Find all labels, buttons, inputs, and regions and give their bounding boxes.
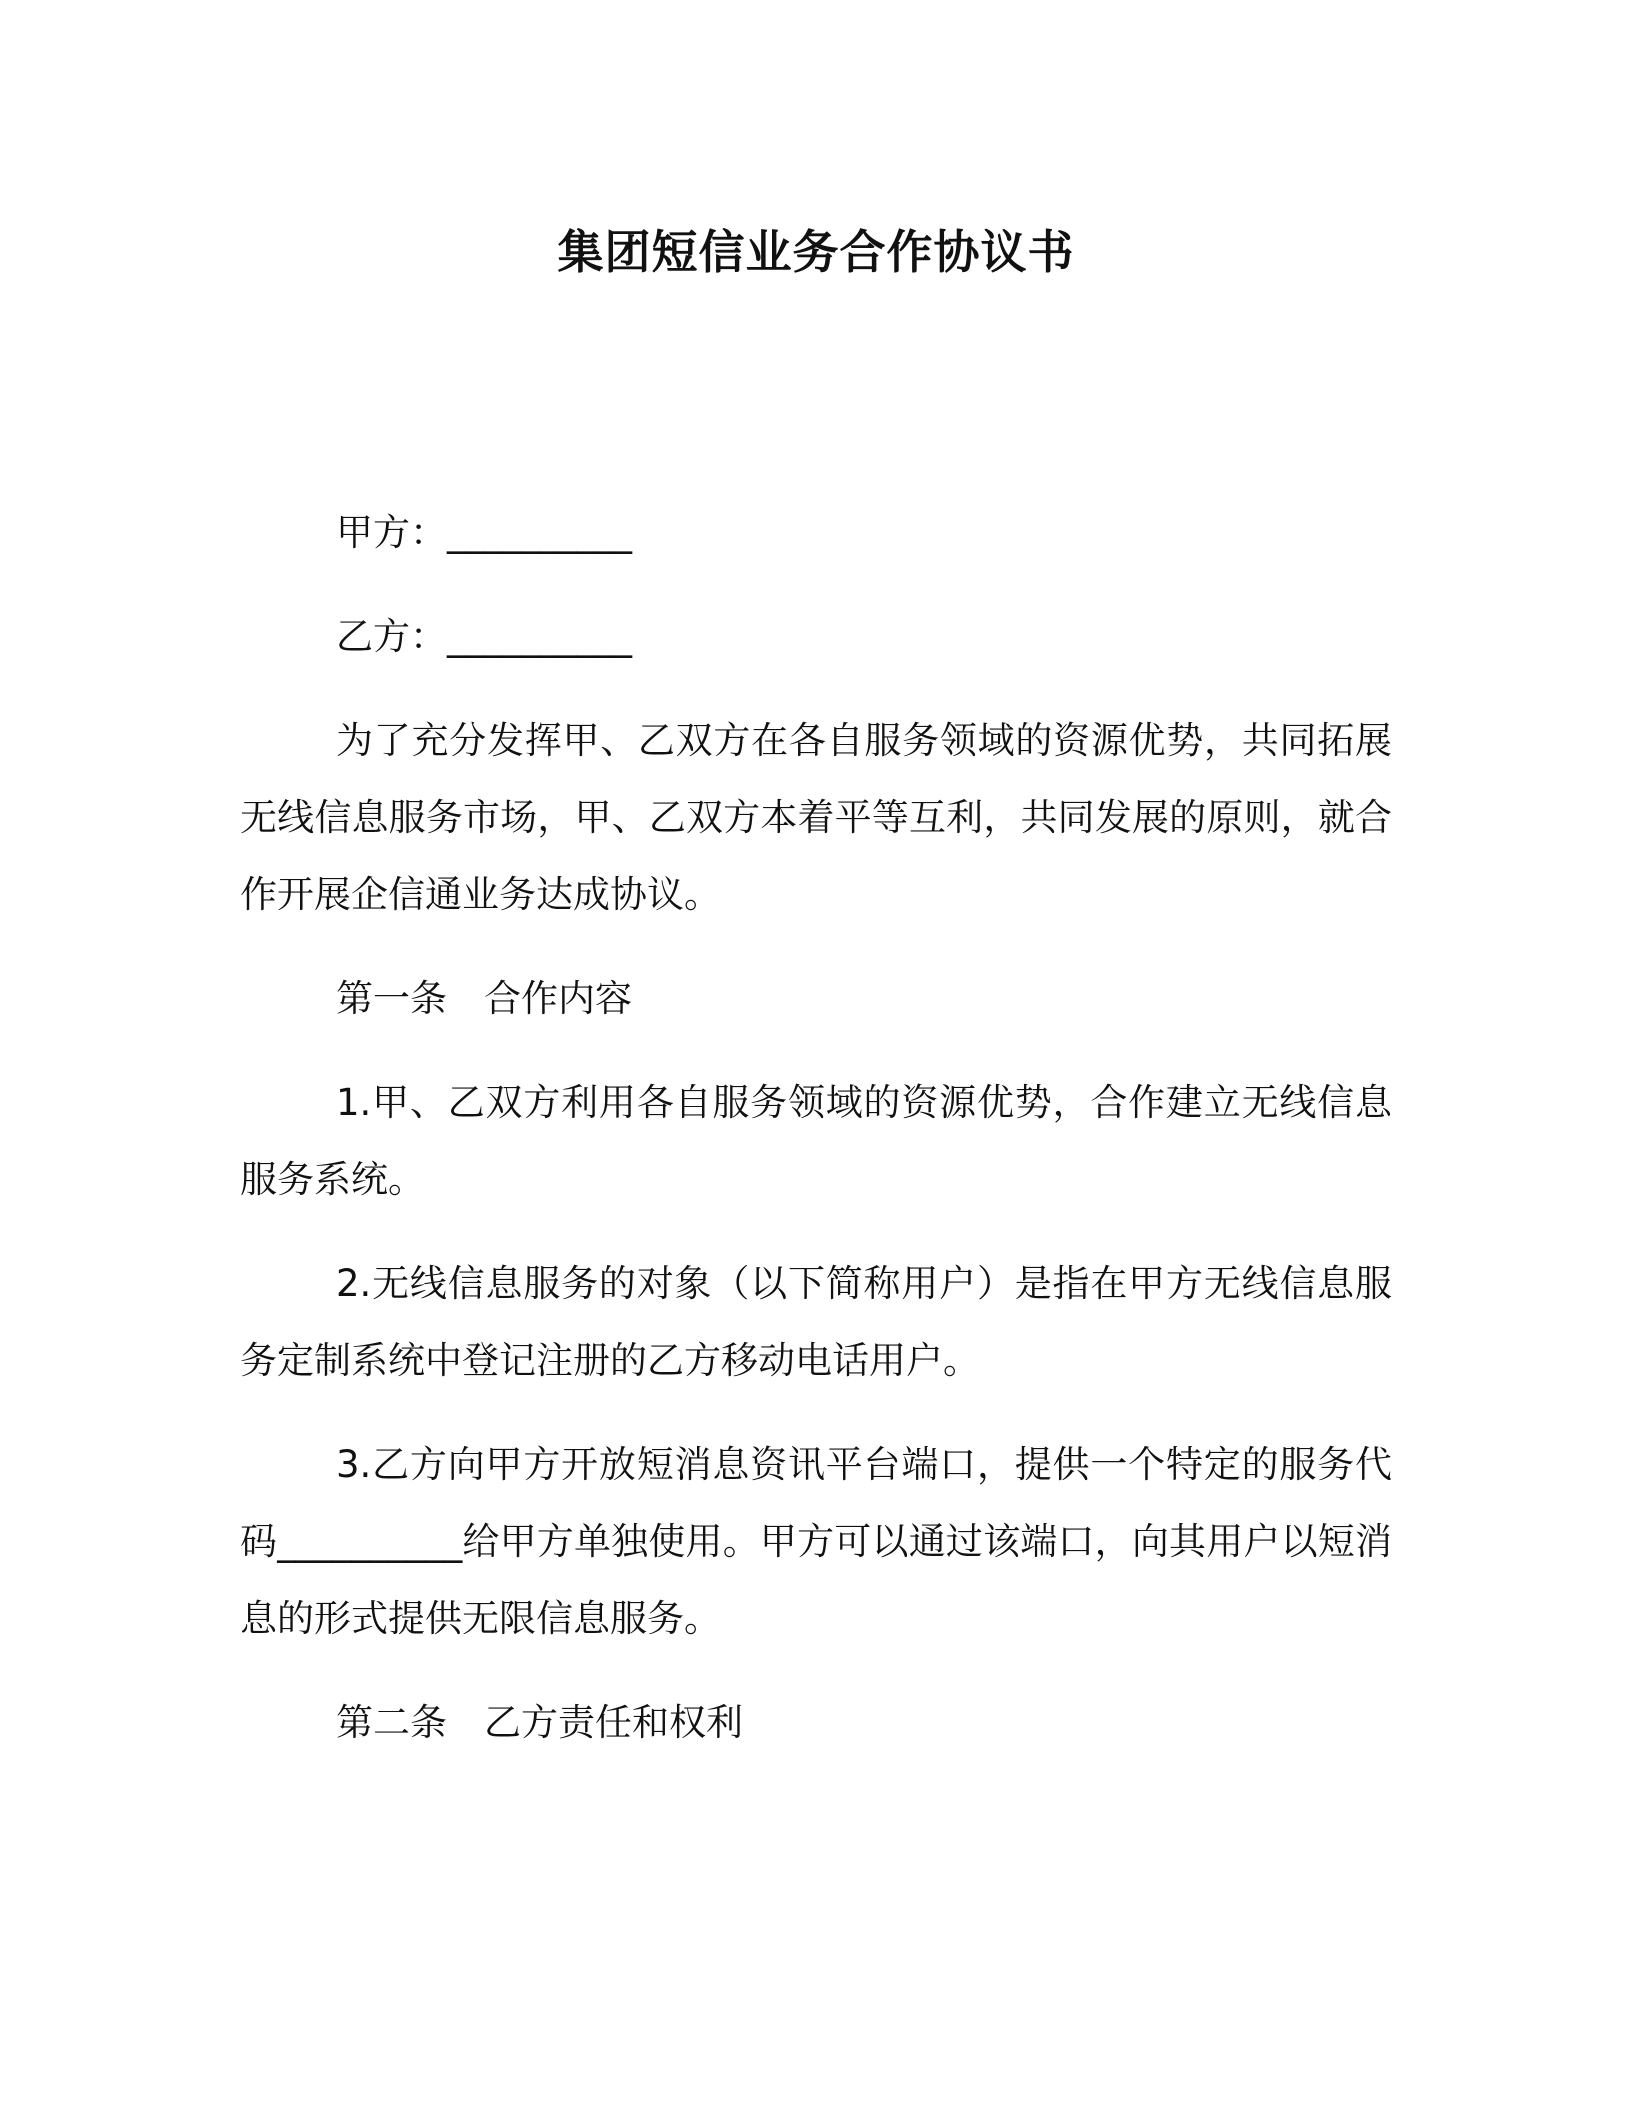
party-b-line: 乙方：__________ [336, 615, 632, 658]
clause-3-paragraph: 3.乙方向甲方开放短消息资讯平台端口，提供一个特定的服务代码__________给甲方单独使用。甲方可以通过该端口，向其用户以短消息的形式提供无限信息服务。 [240, 1443, 1392, 1640]
article-1-title: 合作内容 [484, 977, 632, 1020]
article-1-heading [240, 960, 1392, 1037]
clause-2-paragraph: 2.无线信息服务的对象（以下简称用户）是指在甲方无线信息服务定制系统中登记注册的乙方移动电话用户。 [240, 1262, 1392, 1382]
document-title: 集团短信业务合作协议书 [557, 225, 1075, 279]
preamble-paragraph: 为了充分发挥甲、乙双方在各自服务领域的资源优势，共同拓展无线信息服务市场，甲、乙双方本着平等互利，共同发展的原则，就合作开展企信通业务达成协议。 [240, 719, 1392, 916]
article-1-number: 第一条 [336, 977, 447, 1020]
article-2-heading [240, 1684, 1392, 1761]
clause-1-paragraph: 1.甲、乙双方利用各自服务领域的资源优势，合作建立无线信息服务系统。 [240, 1081, 1392, 1201]
article-2-number: 第二条 [336, 1701, 447, 1744]
party-a-line: 甲方：__________ [336, 511, 632, 554]
article-2-title: 乙方责任和权利 [484, 1701, 743, 1744]
document-body [240, 494, 1392, 1788]
